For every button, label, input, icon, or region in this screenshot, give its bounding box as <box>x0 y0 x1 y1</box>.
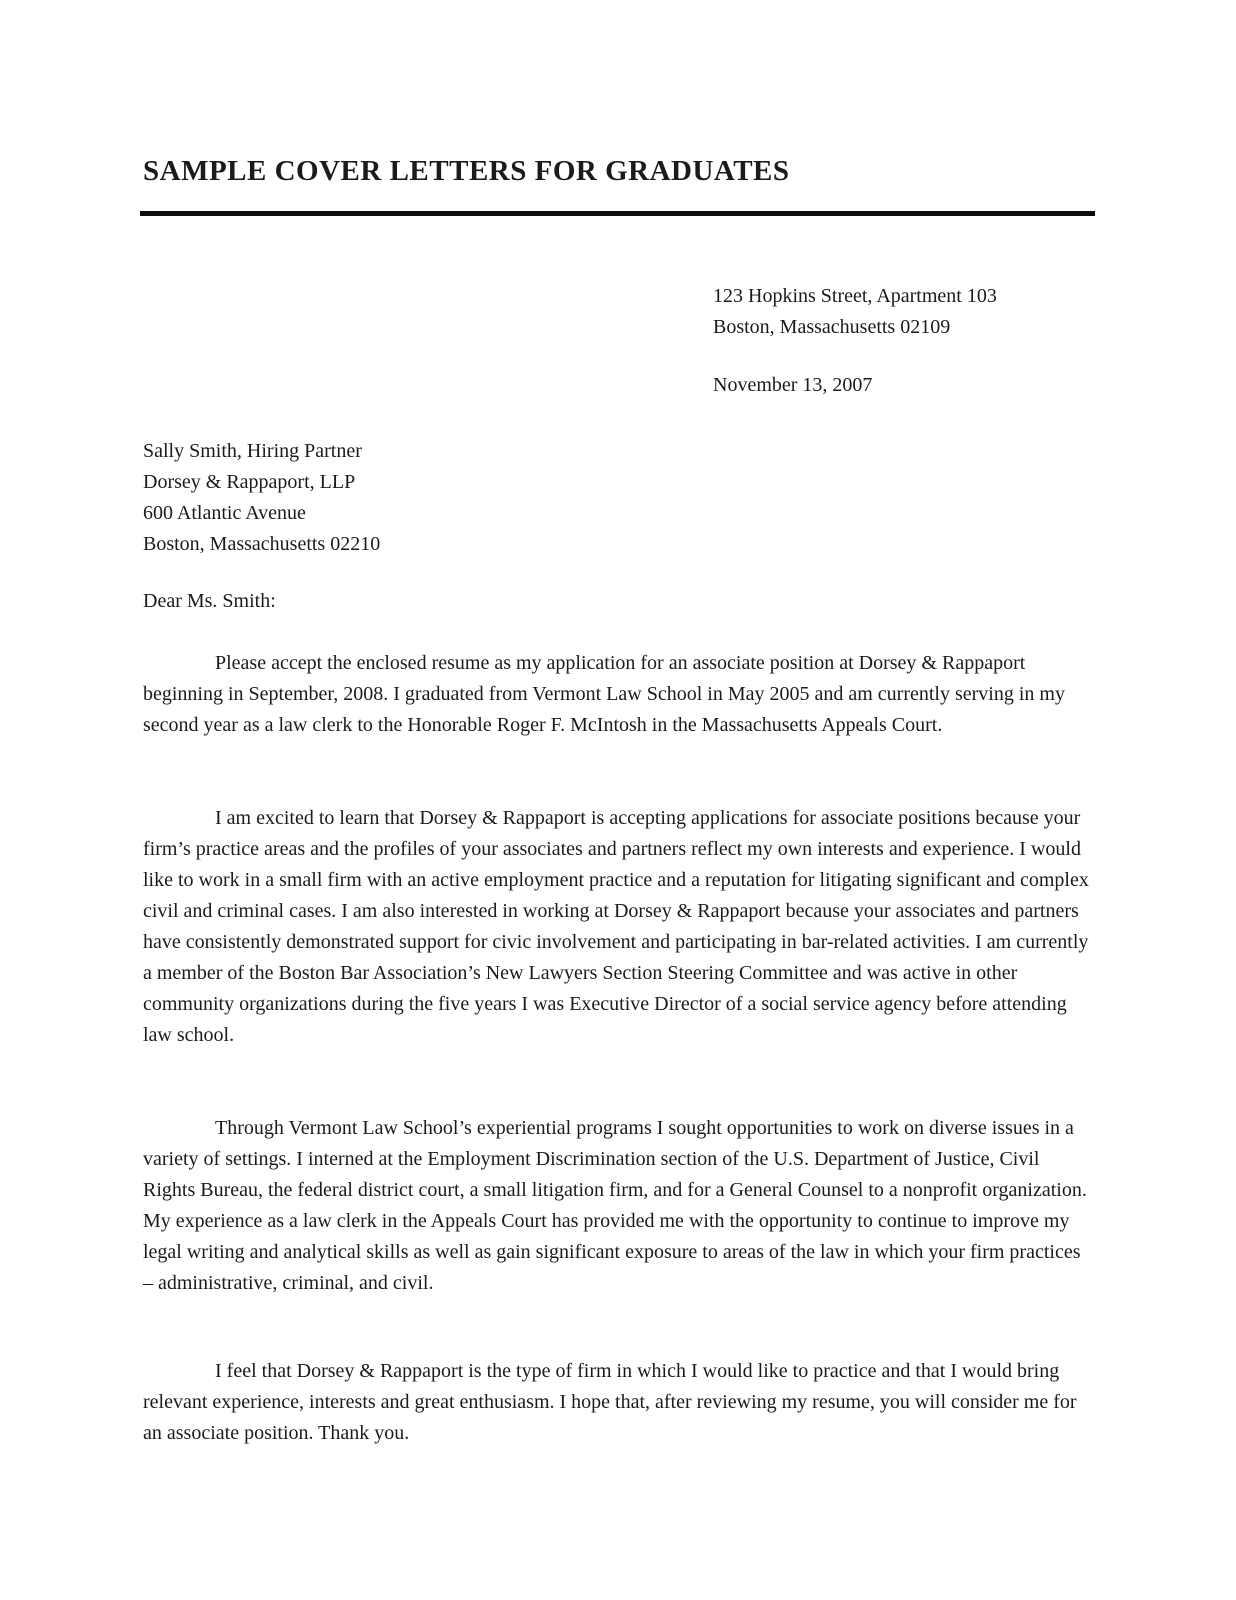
recipient-line: Sally Smith, Hiring Partner <box>143 440 362 462</box>
salutation: Dear Ms. Smith: <box>143 590 276 612</box>
recipient-address-block <box>143 436 380 560</box>
sender-address-block <box>713 281 997 343</box>
recipient-line: Dorsey & Rappaport, LLP <box>143 471 356 493</box>
page-title: SAMPLE COVER LETTERS FOR GRADUATES <box>143 155 790 188</box>
recipient-line: 600 Atlantic Avenue <box>143 502 306 524</box>
title-divider-rule <box>140 211 1095 216</box>
body-paragraph: I feel that Dorsey & Rappaport is the type of firm in which I would like to practice and that I would bring relevant experience, interests and great enthusiasm. I hope that, after reviewing my resume, you will consider me for an associate position. Thank you. <box>143 1360 1077 1444</box>
body-paragraph: Through Vermont Law School’s experiential programs I sought opportunities to work on diverse issues in a variety of settings. I interned at the Employment Discrimination section of the U.S. Department of Justice, Civil Rights Bureau, the federal district court, a small litigation firm, and for a General Counsel to a nonprofit organization. My experience as a law clerk in the Appeals Court has provided me with the opportunity to continue to improve my legal writing and analytical skills as well as gain significant exposure to areas of the law in which your firm practices – administrative, criminal, and civil. <box>143 1117 1087 1294</box>
recipient-line: Boston, Massachusetts 02210 <box>143 533 381 555</box>
sender-address-line: Boston, Massachusetts 02109 <box>713 316 951 338</box>
body-paragraph: I am excited to learn that Dorsey & Rappaport is accepting applications for associate positions because your firm’s practice areas and the profiles of your associates and partners reflect my own interests and experience. I would like to work in a small firm with an active employment practice and a reputation for litigating significant and complex civil and criminal cases. I am also interested in working at Dorsey & Rappaport because your associates and partners have consistently demonstrated support for civic involvement and participating in bar-related activities. I am currently a member of the Boston Bar Association’s New Lawyers Section Steering Committee and was active in other community organizations during the five years I was Executive Director of a social service agency before attending law school. <box>143 807 1089 1046</box>
body-paragraph: Please accept the enclosed resume as my application for an associate position at Dorsey & Rappaport beginning in September, 2008. I graduated from Vermont Law School in May 2005 and am currently serving in my second year as a law clerk to the Honorable Roger F. McIntosh in the Massachusetts Appeals Court. <box>143 652 1065 736</box>
letter-date: November 13, 2007 <box>713 374 873 396</box>
sender-address-line: 123 Hopkins Street, Apartment 103 <box>713 285 997 307</box>
